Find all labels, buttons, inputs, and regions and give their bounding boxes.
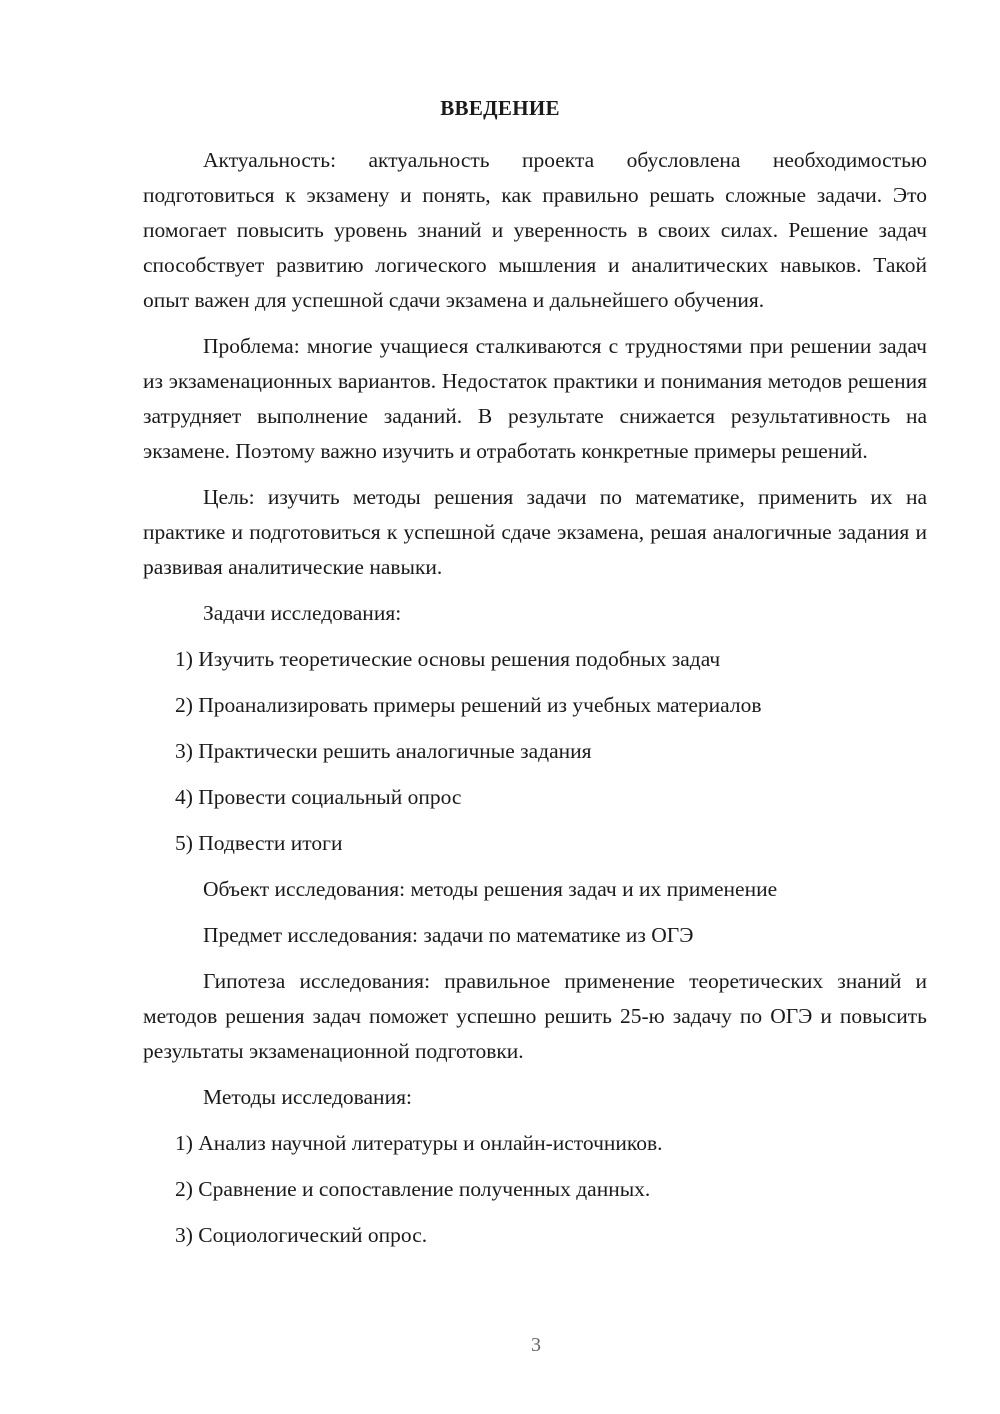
task-item-4: 4) Провести социальный опрос — [175, 785, 462, 809]
section-heading: ВВЕДЕНИЕ — [440, 96, 560, 120]
relevance-paragraph: Актуальность: актуальность проекта обусловлена необходимостью подготовиться к экзамену и понять, как правильно решать сложные задачи. Это помогает повысить уровень знаний и уверенность в своих силах. Решение задач способствует развитию логического мышления и аналитических навыков. Такой опыт важен для успешной сдачи экзамена и дальнейшего обучения. — [143, 148, 927, 312]
page-number: 3 — [531, 1334, 541, 1356]
task-item-1: 1) Изучить теоретические основы решения подобных задач — [175, 647, 721, 671]
task-item-3: 3) Практически решить аналогичные задания — [175, 739, 592, 763]
tasks-intro: Задачи исследования: — [203, 601, 402, 625]
methods-intro: Методы исследования: — [203, 1085, 412, 1109]
method-item-3: 3) Социологический опрос. — [175, 1223, 428, 1247]
body-text — [143, 143, 927, 1253]
method-item-2: 2) Сравнение и сопоставление полученных данных. — [175, 1177, 651, 1201]
method-item-1: 1) Анализ научной литературы и онлайн-источников. — [175, 1131, 663, 1155]
object-paragraph: Объект исследования: методы решения задач и их применение — [203, 877, 778, 901]
problem-paragraph: Проблема: многие учащиеся сталкиваются с трудностями при решении задач из экзаменационных вариантов. Недостаток практики и понимания методов решения затрудняет выполнение заданий. В результате снижается результативность на экзамене. Поэтому важно изучить и отработать конкретные примеры решений. — [143, 334, 927, 463]
task-item-2: 2) Проанализировать примеры решений из учебных материалов — [175, 693, 762, 717]
subject-paragraph: Предмет исследования: задачи по математике из ОГЭ — [203, 923, 694, 947]
task-item-5: 5) Подвести итоги — [175, 831, 343, 855]
hypothesis-paragraph: Гипотеза исследования: правильное применение теоретических знаний и методов решения задач поможет успешно решить 25-ю задачу по ОГЭ и повысить результаты экзаменационной подготовки. — [143, 969, 927, 1063]
goal-paragraph: Цель: изучить методы решения задачи по математике, применить их на практике и подготовиться к успешной сдаче экзамена, решая аналогичные задания и развивая аналитические навыки. — [143, 485, 927, 579]
